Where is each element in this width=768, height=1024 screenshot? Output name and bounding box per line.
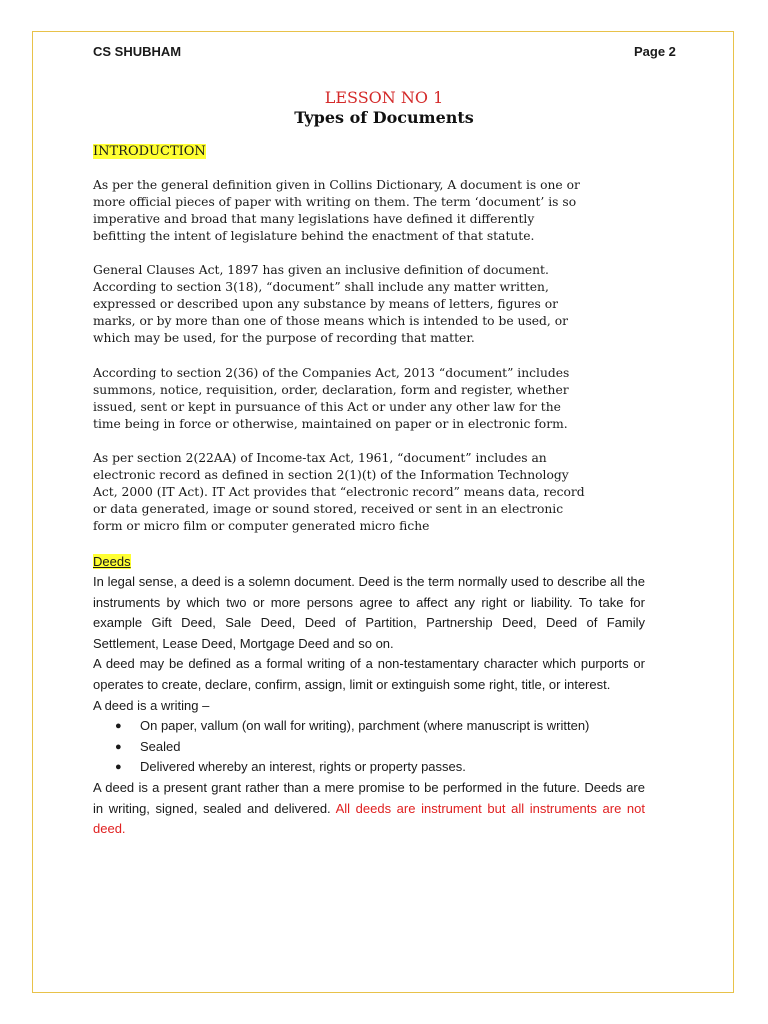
list-item-text: Sealed	[140, 738, 181, 754]
text-line: or data generated, image or sound stored, received or sent in an electronic	[93, 502, 564, 517]
text-line: issued, sent or kept in pursuance of this Act or under any other law for the	[93, 400, 561, 415]
text-line: more official pieces of paper with writing on them. The term ‘document’ is so	[93, 195, 577, 210]
bullet-icon: ●	[115, 720, 122, 733]
text-line: As per section 2(22AA) of Income-tax Act, 1961, “document” includes an	[93, 451, 547, 465]
text-line: form or micro film or computer generated micro fiche	[93, 519, 430, 534]
deeds-heading	[93, 553, 131, 571]
lesson-number: LESSON NO 1	[324, 88, 444, 107]
deeds-list-intro: A deed is a writing –	[93, 697, 210, 713]
introduction-heading-text: INTRODUCTION	[93, 144, 206, 159]
text-line: electronic record as defined in section 2(1)(t) of the Information Technology	[93, 468, 569, 483]
deeds-paragraph-3-text: A deed is a present grant rather than a mere promise to be performed in the future. Deeds are in writing, signed, sealed and delivered.	[93, 779, 645, 816]
text-line: expressed or described upon any substance by means of letters, figures or	[93, 297, 559, 312]
list-item	[115, 757, 645, 778]
text-line: According to section 3(18), “document” shall include any matter written,	[93, 280, 549, 295]
lesson-title: Types of Documents	[294, 108, 474, 127]
text-line: Act, 2000 (IT Act). IT Act provides that “electronic record” means data, record	[93, 485, 585, 500]
text-line: General Clauses Act, 1897 has given an inclusive definition of document.	[93, 263, 549, 277]
text-line: which may be used, for the purpose of recording that matter.	[93, 331, 475, 346]
list-item-text: Delivered whereby an interest, rights or property passes.	[140, 759, 466, 775]
deeds-paragraph-2: A deed may be defined as a formal writing of a non-testamentary character which purports or operates to create, declare, confirm, assign, limit or extinguish some right, title, or interest.	[93, 656, 645, 692]
list-item-text: On paper, vallum (on wall for writing), parchment (where manuscript is written)	[140, 718, 590, 734]
deeds-paragraph-3	[93, 778, 645, 840]
deeds-bullet-list	[93, 716, 645, 778]
list-item	[115, 737, 645, 758]
intro-paragraph-3	[93, 365, 613, 433]
header-page-number: Page 2	[634, 44, 676, 59]
introduction-heading	[93, 143, 206, 160]
deeds-heading-text: Deeds	[93, 554, 131, 569]
text-line: As per the general definition given in Collins Dictionary, A document is one or	[93, 178, 580, 192]
bullet-icon: ●	[115, 740, 122, 753]
text-line: marks, or by more than one of those means which is intended to be used, or	[93, 314, 569, 329]
text-line: imperative and broad that many legislations have defined it differently	[93, 212, 535, 227]
intro-paragraph-4	[93, 450, 613, 535]
intro-paragraph-2	[93, 262, 613, 347]
deeds-section	[93, 572, 645, 840]
deeds-paragraph-1: In legal sense, a deed is a solemn document. Deed is the term normally used to describe all the instruments by which two or more persons agree to affect any right or liability. To take for example Gift Deed, Sale Deed, Deed of Partition, Partnership Deed, Deed of Family Settlement, Lease Deed, Mortgage Deed and so on.	[93, 574, 645, 651]
text-line: According to section 2(36) of the Companies Act, 2013 “document” includes	[93, 366, 570, 380]
text-line: befitting the intent of legislature behind the enactment of that statute.	[93, 229, 535, 244]
text-line: summons, notice, requisition, order, declaration, form and register, whether	[93, 383, 569, 398]
bullet-icon: ●	[115, 761, 122, 774]
text-line: time being in force or otherwise, maintained on paper or in electronic form.	[93, 417, 568, 432]
deeds-emphasis-text: All deeds are instrument but all instruments are not deed.	[93, 800, 645, 837]
list-item	[115, 716, 645, 737]
header-author: CS SHUBHAM	[93, 44, 182, 59]
intro-paragraph-1	[93, 177, 613, 245]
